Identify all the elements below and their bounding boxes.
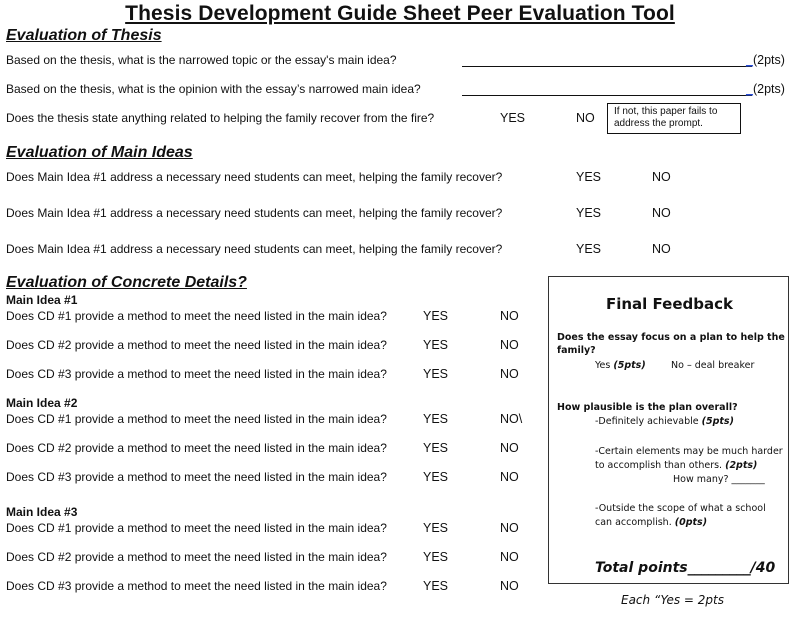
no-option[interactable]: NO	[500, 550, 519, 564]
yes-option[interactable]: YES	[423, 338, 449, 352]
yes-option[interactable]: YES	[423, 579, 449, 593]
plausibility-option-3-cont: can accomplish. (0pts)	[595, 517, 708, 528]
no-option[interactable]: NO	[652, 170, 671, 184]
detail-question: Does CD #3 provide a method to meet the need listed in the main idea?	[6, 579, 387, 593]
section-heading-thesis: Evaluation of Thesis	[6, 27, 162, 44]
feedback-yes-option[interactable]: Yes (5pts)	[595, 360, 646, 371]
no-option[interactable]: NO	[652, 242, 671, 256]
yes-option[interactable]: YES	[423, 412, 449, 426]
main-idea-question: Does Main Idea #1 address a necessary need students can meet, helping the family recover?	[6, 242, 503, 256]
no-option[interactable]: NO	[576, 111, 595, 125]
detail-question: Does CD #1 provide a method to meet the need listed in the main idea?	[6, 309, 387, 323]
note-line: address the prompt.	[614, 118, 703, 129]
no-option[interactable]: NO	[500, 441, 519, 455]
page-title: Thesis Development Guide Sheet Peer Evaluation Tool	[125, 2, 675, 25]
yes-option[interactable]: YES	[423, 441, 449, 455]
no-option[interactable]: NO\	[500, 412, 523, 426]
subheading-main-idea-3: Main Idea #3	[6, 505, 78, 519]
no-option[interactable]: NO	[652, 206, 671, 220]
subheading-main-idea-1: Main Idea #1	[6, 293, 78, 307]
detail-question: Does CD #2 provide a method to meet the need listed in the main idea?	[6, 550, 387, 564]
yes-option[interactable]: YES	[576, 242, 602, 256]
feedback-question-1: Does the essay focus on a plan to help the	[557, 332, 785, 343]
no-option[interactable]: NO	[500, 521, 519, 535]
detail-question: Does CD #1 provide a method to meet the need listed in the main idea?	[6, 521, 387, 535]
detail-question: Does CD #1 provide a method to meet the need listed in the main idea?	[6, 412, 387, 426]
thesis-answer-line-1[interactable]	[462, 66, 752, 67]
how-many-field[interactable]: How many? _______	[673, 474, 765, 485]
feedback-question-1-cont: family?	[557, 345, 596, 356]
detail-question: Does CD #3 provide a method to meet the need listed in the main idea?	[6, 367, 387, 381]
points-label: _(2pts)	[746, 53, 785, 67]
final-feedback-box	[548, 276, 789, 584]
feedback-question-2: How plausible is the plan overall?	[557, 402, 738, 413]
thesis-answer-line-2[interactable]	[462, 95, 752, 96]
yes-option[interactable]: YES	[576, 170, 602, 184]
thesis-question-1: Based on the thesis, what is the narrowed topic or the essay's main idea?	[6, 53, 397, 67]
yes-option[interactable]: YES	[423, 309, 449, 323]
no-option[interactable]: NO	[500, 470, 519, 484]
detail-question: Does CD #2 provide a method to meet the need listed in the main idea?	[6, 338, 387, 352]
detail-question: Does CD #3 provide a method to meet the need listed in the main idea?	[6, 470, 387, 484]
yes-option[interactable]: YES	[423, 367, 449, 381]
plausibility-option-2[interactable]: -Certain elements may be much harder	[595, 446, 783, 457]
yes-option[interactable]: YES	[423, 470, 449, 484]
section-heading-main-ideas: Evaluation of Main Ideas	[6, 144, 193, 161]
main-idea-question: Does Main Idea #1 address a necessary need students can meet, helping the family recover?	[6, 206, 503, 220]
feedback-no-option[interactable]: No – deal breaker	[671, 360, 755, 371]
no-option[interactable]: NO	[500, 579, 519, 593]
plausibility-option-3[interactable]: -Outside the scope of what a school	[595, 503, 766, 514]
prompt-warning-note	[607, 103, 741, 134]
final-feedback-title: Final Feedback	[605, 295, 733, 313]
no-option[interactable]: NO	[500, 309, 519, 323]
yes-option[interactable]: YES	[423, 521, 449, 535]
points-label: _(2pts)	[746, 82, 785, 96]
main-idea-question: Does Main Idea #1 address a necessary need students can meet, helping the family recover?	[6, 170, 503, 184]
no-option[interactable]: NO	[500, 338, 519, 352]
total-points[interactable]: Total points_________/40	[595, 560, 776, 576]
section-heading-details: Evaluation of Concrete Details?	[6, 274, 247, 291]
thesis-question-2: Based on the thesis, what is the opinion with the essay’s narrowed main idea?	[6, 82, 421, 96]
note-line: If not, this paper fails to	[614, 106, 718, 117]
thesis-question-3: Does the thesis state anything related to helping the family recover from the fire?	[6, 111, 435, 125]
no-option[interactable]: NO	[500, 367, 519, 381]
plausibility-option-1[interactable]: -Definitely achievable (5pts)	[595, 416, 734, 427]
yes-option[interactable]: YES	[500, 111, 526, 125]
yes-option[interactable]: YES	[576, 206, 602, 220]
scoring-note: Each “Yes = 2pts	[621, 593, 724, 607]
subheading-main-idea-2: Main Idea #2	[6, 396, 78, 410]
plausibility-option-2-cont: to accomplish than others. (2pts)	[595, 460, 758, 471]
detail-question: Does CD #2 provide a method to meet the need listed in the main idea?	[6, 441, 387, 455]
yes-option[interactable]: YES	[423, 550, 449, 564]
